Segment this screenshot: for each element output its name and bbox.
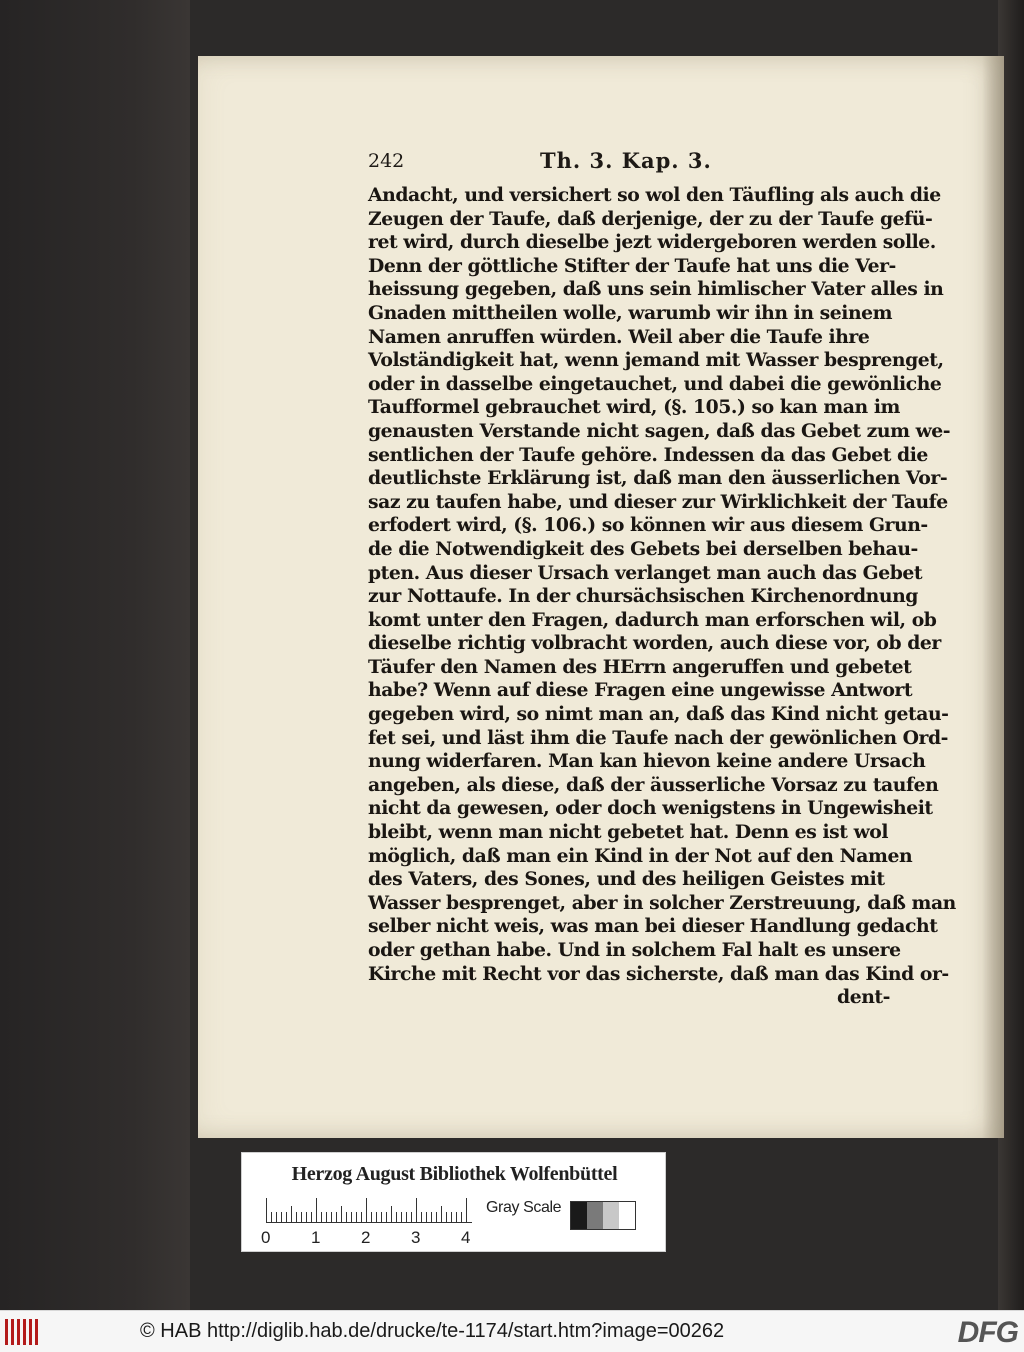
ruler-tick: [401, 1212, 402, 1222]
text-line: fet sei, und läst ihm die Taufe nach der gewönlichen Ord-: [368, 726, 949, 749]
text-line: Täufer den Namen des HErrn angeruffen und gebetet: [368, 655, 912, 678]
ruler-numbers: [261, 1228, 491, 1248]
ruler-tick: [461, 1212, 462, 1222]
text-line: Kirche mit Recht vor das sicherste, daß man das Kind or-: [368, 962, 949, 985]
body-text: [368, 184, 956, 1010]
text-line: selber nicht weis, was man bei dieser Handlung gedacht: [368, 915, 938, 938]
ruler-tick: [311, 1212, 312, 1222]
ruler-scale: [266, 1197, 472, 1223]
text-line: Volständigkeit hat, wenn jemand mit Wasser besprenget,: [368, 349, 944, 372]
dfg-logo: DFG: [957, 1316, 1018, 1349]
text-line: Denn der göttliche Stifter der Taufe hat uns die Ver-: [368, 254, 896, 277]
text-line: Andacht, und versichert so wol den Täufling als auch die: [368, 184, 941, 206]
ruler-tick: [276, 1212, 277, 1222]
text-line: oder in dasselbe eingetauchet, und dabei die gewönliche: [368, 372, 942, 395]
ruler-tick: [291, 1206, 292, 1222]
book-edge-left: [0, 0, 190, 1310]
ruler-tick: [441, 1206, 442, 1222]
ruler-tick: [336, 1212, 337, 1222]
text-line: zur Nottaufe. In der chursächsischen Kirchenordnung: [368, 585, 918, 608]
text-line: habe? Wenn auf diese Fragen eine ungewisse Antwort: [368, 679, 913, 702]
ruler-tick: [341, 1206, 342, 1222]
text-line: saz zu taufen habe, und dieser zur Wirklichkeit der Taufe: [368, 490, 948, 513]
footer-bar: [0, 1310, 1024, 1352]
ruler-tick: [296, 1212, 297, 1222]
ruler-tick: [316, 1198, 317, 1222]
ruler-tick: [391, 1206, 392, 1222]
ruler-number: 1: [311, 1228, 321, 1247]
text-line: Taufformel gebrauchet wird, (§. 105.) so kan man im: [368, 396, 900, 419]
text-line: oder gethan habe. Und in solchem Fal halt es unsere: [368, 939, 901, 961]
gray-scale-swatches: [570, 1201, 636, 1230]
ruler-tick: [271, 1212, 272, 1222]
ruler-tick: [326, 1212, 327, 1222]
ruler-tick: [416, 1198, 417, 1222]
ruler-number: 0: [261, 1228, 271, 1247]
ruler-tick: [306, 1212, 307, 1222]
ruler-tick: [356, 1212, 357, 1222]
page-number: 242: [368, 150, 405, 172]
gray-swatch: [619, 1202, 635, 1229]
ruler-tick: [456, 1212, 457, 1222]
ruler-tick: [351, 1212, 352, 1222]
text-line: angeben, als diese, daß der äusserliche Vorsaz zu taufen: [368, 773, 939, 796]
ruler-tick: [431, 1212, 432, 1222]
text-line: heissung gegeben, daß uns sein himlischer Vater alles in: [368, 278, 944, 301]
text-line: de die Notwendigkeit des Gebets bei derselben behau-: [368, 537, 918, 560]
text-line: deutlichste Erklärung ist, daß man den äusserlichen Vor-: [368, 467, 948, 490]
text-line: erfodert wird, (§. 106.) so können wir aus diesem Grun-: [368, 514, 928, 537]
ruler-tick: [346, 1212, 347, 1222]
ruler-tick: [371, 1212, 372, 1222]
ruler-number: 2: [361, 1228, 371, 1247]
ruler-tick: [361, 1212, 362, 1222]
ruler-tick: [321, 1212, 322, 1222]
text-line: Wasser besprenget, aber in solcher Zerstreuung, daß man: [368, 891, 956, 914]
ruler-number: 3: [411, 1228, 421, 1247]
ruler-tick: [381, 1212, 382, 1222]
ruler-tick: [466, 1198, 467, 1222]
gray-swatch: [587, 1202, 603, 1229]
ruler-tick: [396, 1212, 397, 1222]
text-line: nicht da gewesen, oder doch wenigstens in Ungewisheit: [368, 797, 933, 820]
running-head: [368, 148, 748, 178]
text-line: bleibt, wenn man nicht gebetet hat. Denn es ist wol: [368, 821, 889, 844]
ruler-tick: [446, 1212, 447, 1222]
text-line: Gnaden mittheilen wolle, warumb wir ihn in seinem: [368, 301, 893, 324]
gray-swatch: [571, 1202, 587, 1229]
ruler-tick: [366, 1198, 367, 1222]
ruler-number: 4: [461, 1228, 471, 1247]
ruler-tick: [406, 1212, 407, 1222]
text-line: ret wird, durch dieselbe jezt widergeboren werden solle.: [368, 231, 936, 254]
text-line: komt unter den Fragen, dadurch man erforschen wil, ob: [368, 608, 937, 631]
ruler-tick: [331, 1212, 332, 1222]
gray-scale-label: Gray Scale: [486, 1199, 562, 1216]
text-line: sentlichen der Taufe gehöre. Indessen da das Gebet die: [368, 443, 928, 466]
ruler-tick: [451, 1212, 452, 1222]
library-name: Herzog August Bibliothek Wolfenbüttel: [291, 1163, 618, 1185]
text-line: dieselbe richtig volbracht worden, auch diese vor, ob der: [368, 632, 941, 655]
text-line: Zeugen der Taufe, daß derjenige, der zu der Taufe gefü-: [368, 207, 933, 230]
ruler-tick: [266, 1198, 267, 1222]
text-line: Namen anruffen würden. Weil aber die Taufe ihre: [368, 325, 870, 348]
text-line: genausten Verstande nicht sagen, daß das Gebet zum we-: [368, 419, 951, 442]
hab-logo-icon: [5, 1319, 41, 1345]
ruler-tick: [421, 1212, 422, 1222]
ruler-tick: [411, 1212, 412, 1222]
text-line: pten. Aus dieser Ursach verlanget man auch das Gebet: [368, 561, 923, 584]
ruler-tick: [301, 1212, 302, 1222]
text-line: möglich, daß man ein Kind in der Not auf den Namen: [368, 844, 913, 867]
gray-swatch: [603, 1202, 619, 1229]
footer-copyright-link[interactable]: © HAB http://diglib.hab.de/drucke/te-1174/start.htm?image=00262: [140, 1320, 725, 1342]
ruler-tick: [386, 1212, 387, 1222]
ruler-tick: [436, 1212, 437, 1222]
color-ruler-card: [241, 1152, 666, 1252]
text-line: dent-: [837, 986, 890, 1009]
text-line: gegeben wird, so nimt man an, daß das Kind nicht getau-: [368, 703, 949, 726]
ruler-tick: [286, 1212, 287, 1222]
ruler-tick: [426, 1212, 427, 1222]
text-line: nung widerfaren. Man kan hievon keine andere Ursach: [368, 750, 926, 773]
ruler-tick: [281, 1212, 282, 1222]
text-line: des Vaters, des Sones, und des heiligen Geistes mit: [368, 868, 885, 891]
page-gutter-shadow: [982, 56, 1004, 1138]
ruler-tick: [376, 1212, 377, 1222]
book-page: [198, 56, 1004, 1138]
chapter-heading: Th. 3. Kap. 3.: [540, 148, 712, 173]
